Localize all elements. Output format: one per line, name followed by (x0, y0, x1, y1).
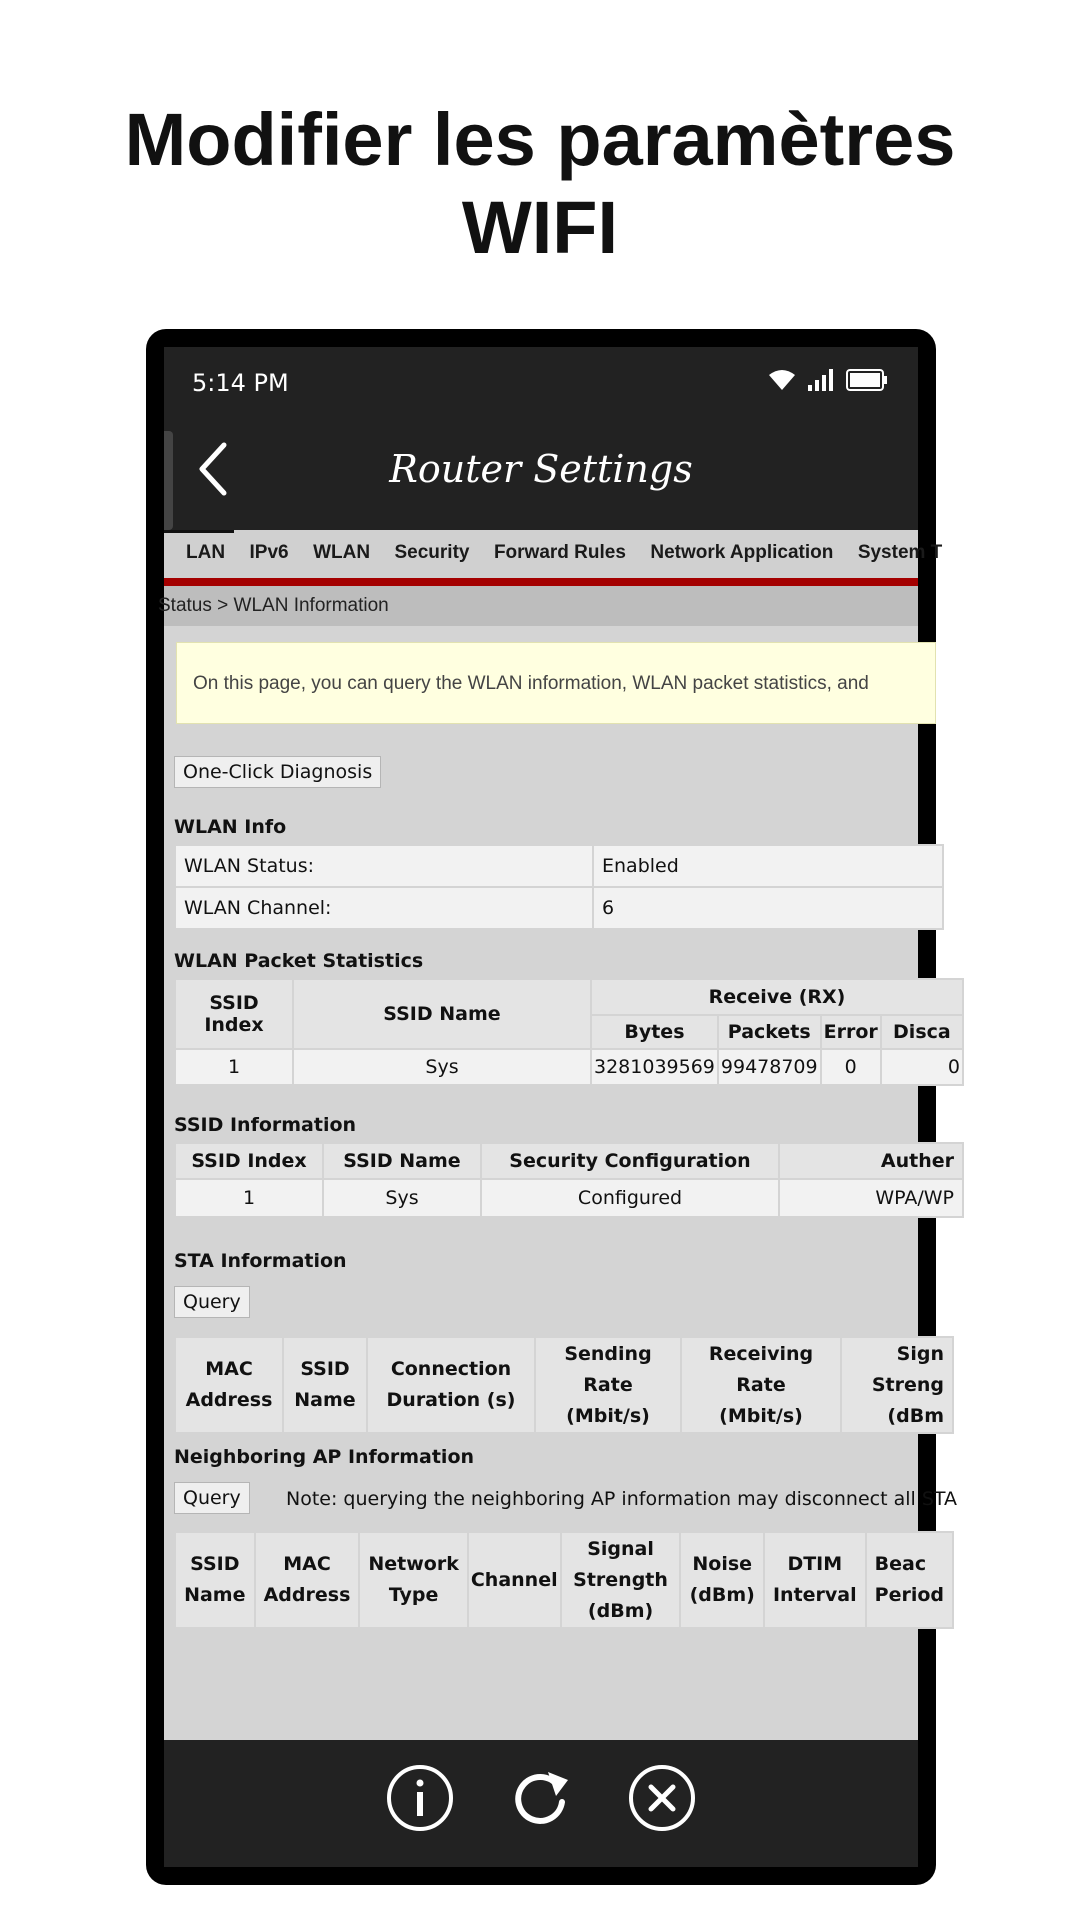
app-title: Router Settings (389, 447, 693, 491)
table-row (175, 1179, 963, 1217)
info-icon[interactable] (386, 1764, 454, 1832)
cell-error: 0 (821, 1049, 881, 1085)
header-discard: Disca (881, 1015, 963, 1049)
header-security-config: Security Configuration (481, 1143, 779, 1179)
neighbor-ap-title: Neighboring AP Information (174, 1446, 475, 1468)
header-ssid-name: SSID Name (175, 1532, 255, 1628)
header-ssid-name: SSID Name (293, 979, 591, 1049)
menu-item-forward-rules[interactable]: Forward Rules (493, 542, 626, 563)
table-header-row (175, 1143, 963, 1179)
header-packets: Packets (718, 1015, 821, 1049)
one-click-diagnosis-button[interactable]: One-Click Diagnosis (174, 756, 381, 788)
ssid-info-title: SSID Information (174, 1114, 357, 1136)
menu-item-ipv6[interactable]: IPv6 (249, 542, 289, 563)
info-notice: On this page, you can query the WLAN information, WLAN packet statistics, and (176, 642, 936, 724)
headline-line-2: WIFI (461, 186, 619, 269)
table-row (175, 887, 943, 929)
wlan-info-title: WLAN Info (174, 816, 287, 838)
phone-frame (146, 329, 960, 1885)
header-receive: Receive (RX) (591, 979, 963, 1015)
cell-ssid-name: Sys (293, 1049, 591, 1085)
header-beacon-period: Beac Period (866, 1532, 953, 1628)
menu-active-indicator (164, 530, 234, 533)
cell-ssid-index: 1 (175, 1049, 293, 1085)
table-header-row (175, 1337, 953, 1433)
status-bar (164, 347, 918, 417)
wlan-channel-value: 6 (593, 887, 943, 929)
app-bar (164, 417, 918, 530)
signal-icon (808, 369, 834, 391)
header-signal-strength: Signal Strength (dBm) (561, 1532, 681, 1628)
sta-query-button[interactable]: Query (174, 1286, 250, 1318)
cell-discard: 0 (881, 1049, 963, 1085)
side-drawer-handle[interactable] (164, 431, 173, 530)
cell-security-config: Configured (481, 1179, 779, 1217)
cell-ssid-name: Sys (323, 1179, 481, 1217)
menu-item-network-application[interactable]: Network Application (650, 542, 834, 563)
header-ssid-name: SSID Name (323, 1143, 481, 1179)
header-noise: Noise (dBm) (680, 1532, 763, 1628)
cell-ssid-index: 1 (175, 1179, 323, 1217)
sta-info-title: STA Information (174, 1250, 347, 1272)
packet-stats-title: WLAN Packet Statistics (174, 950, 424, 972)
breadcrumb (158, 586, 918, 626)
header-mac-address: MAC Address (175, 1337, 283, 1433)
header-receiving-rate: Receiving Rate (Mbit/s) (681, 1337, 841, 1433)
menu-item-system-tools[interactable]: System T (857, 542, 943, 563)
status-time: 5:14 PM (192, 369, 289, 397)
sta-info-table (174, 1336, 954, 1434)
header-sending-rate: Sending Rate (Mbit/s) (535, 1337, 681, 1433)
table-header-row (175, 979, 963, 1015)
header-ssid-index: SSID Index (175, 979, 293, 1049)
header-signal-strength: Sign Streng (dBm (841, 1337, 953, 1433)
header-error: Error (821, 1015, 881, 1049)
wlan-info-table (174, 844, 944, 930)
table-row (175, 1049, 963, 1085)
refresh-icon[interactable] (506, 1764, 574, 1832)
menu-item-security[interactable]: Security (394, 542, 470, 563)
header-bytes: Bytes (591, 1015, 718, 1049)
status-icons (768, 369, 888, 391)
breadcrumb-text: Status > WLAN Information (158, 595, 389, 616)
ssid-info-table (174, 1142, 964, 1218)
webview (158, 530, 960, 1740)
cell-bytes: 3281039569 (591, 1049, 718, 1085)
table-header-row (175, 1532, 953, 1628)
cell-authentication: WPA/WP (779, 1179, 963, 1217)
phone-screen (158, 347, 960, 1867)
header-authentication: Auther (779, 1143, 963, 1179)
table-row (175, 845, 943, 887)
header-connection-duration: Connection Duration (s) (367, 1337, 535, 1433)
battery-icon (846, 369, 888, 391)
menu-divider (164, 578, 918, 586)
header-channel: Channel (468, 1532, 561, 1628)
close-icon[interactable] (628, 1764, 696, 1832)
neighbor-note: Note: querying the neighboring AP information may disconnect all STA (286, 1488, 958, 1510)
menu-item-wlan[interactable]: WLAN (313, 542, 371, 563)
wlan-status-label: WLAN Status: (175, 845, 593, 887)
neighbor-query-button[interactable]: Query (174, 1482, 250, 1514)
wifi-icon (768, 369, 796, 391)
header-ssid-index: SSID Index (175, 1143, 323, 1179)
wlan-status-value: Enabled (593, 845, 943, 887)
header-dtim-interval: DTIM Interval (764, 1532, 866, 1628)
bottom-toolbar (164, 1740, 918, 1867)
packet-stats-table (174, 978, 964, 1086)
router-menu (164, 530, 943, 578)
header-mac-address: MAC Address (255, 1532, 360, 1628)
header-network-type: Network Type (359, 1532, 467, 1628)
headline-line-1: Modifier les paramètres (124, 98, 956, 181)
neighbor-ap-table (174, 1531, 954, 1629)
menu-item-lan[interactable]: LAN (186, 542, 226, 563)
headline (0, 96, 1080, 272)
wlan-channel-label: WLAN Channel: (175, 887, 593, 929)
header-ssid-name: SSID Name (283, 1337, 367, 1433)
cell-packets: 99478709 (718, 1049, 821, 1085)
